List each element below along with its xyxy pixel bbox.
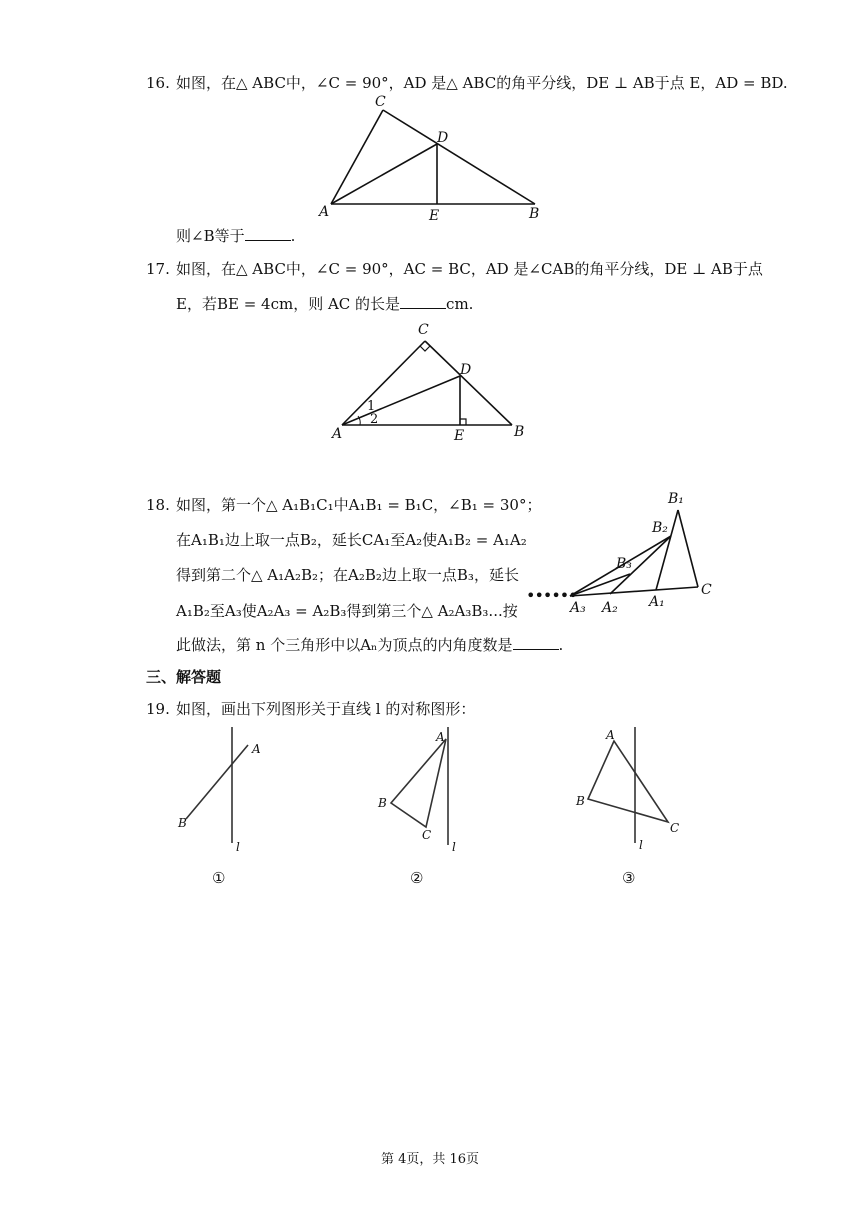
q17-angle-1: 1: [367, 399, 376, 414]
q18-answer-blank[interactable]: [513, 635, 559, 650]
q16-text-line: [146, 73, 788, 93]
q17-angle-2: 2: [370, 412, 379, 427]
q19-fig3-label-l: l: [639, 838, 643, 852]
q16-number: 16.: [146, 74, 170, 92]
q18-text-line1: [146, 495, 541, 515]
q17-label-d: D: [460, 362, 472, 378]
q16-figure: [315, 92, 555, 222]
section-title: 三、解答题: [146, 668, 222, 686]
q19-fig3-label-c: C: [670, 821, 680, 835]
q18-label-b3: B₃: [616, 556, 632, 572]
q18-question-line1: 如图，第一个△ A₁B₁C₁中A₁B₁ = B₁C，∠B₁ = 30°；: [176, 496, 542, 514]
q19-fig2-label-b: B: [378, 796, 387, 810]
q19-number: 19.: [146, 700, 170, 718]
q19-fig2-label-c: C: [422, 828, 432, 842]
q17-question-line1: 如图，在△ ABC中，∠C = 90°，AC = BC，AD 是∠CAB的角平分线，DE ⊥ AB于点: [176, 260, 763, 278]
q18-answer-suffix: .: [558, 636, 564, 654]
q19-fig2-label-a: A: [436, 730, 445, 744]
q19-question: 如图，画出下列图形关于直线 l 的对称图形：: [176, 700, 476, 718]
q18-text-line5: [176, 635, 563, 655]
q19-fig3-label-b: B: [576, 794, 585, 808]
q18-text-line4: [176, 601, 518, 621]
q17-text-line1: [146, 259, 763, 279]
q16-label-a: A: [319, 204, 330, 220]
q17-label-c: C: [418, 322, 429, 338]
q19-fig3-label-a: A: [606, 728, 615, 742]
q18-text-line2: [176, 530, 527, 550]
q16-answer-blank[interactable]: [245, 226, 291, 241]
q16-question: 如图，在△ ABC中，∠C = 90°，AD 是△ ABC的角平分线，DE ⊥ AB于点 E，AD = BD.: [176, 74, 788, 92]
q17-number: 17.: [146, 260, 170, 278]
q17-label-b: B: [514, 424, 525, 440]
q19-text-line: [146, 699, 475, 719]
q18-label-a3: A₃: [570, 600, 586, 616]
q18-figure: [520, 486, 720, 621]
q16-answer-prefix: 则∠B等于: [176, 227, 245, 245]
q19-figure-3: [568, 725, 698, 890]
page-footer: 第 4页，共 16页: [380, 1152, 480, 1167]
q17-answer-blank[interactable]: [400, 294, 446, 309]
q18-question-line4: A₁B₂至A₃使A₂A₃ = A₂B₃得到第三个△ A₂A₃B₃...按: [176, 602, 518, 620]
q17-text-line2: [176, 294, 473, 314]
q18-question-line5: 此做法，第 n 个三角形中以Aₙ为顶点的内角度数是: [176, 636, 513, 654]
q18-ellipsis-dots: ••••••: [526, 586, 577, 605]
q19-figure-1: [170, 725, 280, 890]
q19-fig1-label-a: A: [252, 742, 261, 756]
q19-fig3-caption: ③: [622, 869, 636, 887]
q19-fig2-label-l: l: [452, 840, 456, 854]
q16-label-d: D: [437, 130, 449, 146]
q17-question-line2: E，若BE = 4cm，则 AC 的长是: [176, 295, 401, 313]
q16-label-e: E: [429, 208, 440, 224]
q18-text-line3: [176, 565, 519, 585]
q18-label-a2: A₂: [602, 600, 618, 616]
q19-fig1-label-l: l: [236, 840, 240, 854]
q18-label-c: C: [701, 582, 712, 598]
q17-answer-suffix: cm.: [446, 295, 474, 313]
q18-question-line3: 得到第二个△ A₁A₂B₂；在A₂B₂边上取一点B₃，延长: [176, 566, 519, 584]
q16-answer-line: [176, 226, 295, 246]
q18-label-b2: B₂: [652, 520, 668, 536]
q18-number: 18.: [146, 496, 170, 514]
q16-answer-suffix: .: [290, 227, 296, 245]
q16-label-b: B: [529, 206, 540, 222]
q18-label-a1: A₁: [649, 594, 665, 610]
q16-label-c: C: [375, 94, 386, 110]
q19-fig1-label-b: B: [178, 816, 187, 830]
q17-label-e: E: [454, 428, 465, 444]
q18-question-line2: 在A₁B₁边上取一点B₂，延长CA₁至A₂使A₁B₂ = A₁A₂: [176, 531, 527, 549]
q17-figure: [330, 318, 530, 448]
q19-figure-2: [370, 725, 480, 890]
q19-fig2-caption: ②: [410, 869, 424, 887]
q17-label-a: A: [332, 426, 343, 442]
q18-label-b1: B₁: [668, 491, 684, 507]
q19-fig1-caption: ①: [212, 869, 226, 887]
